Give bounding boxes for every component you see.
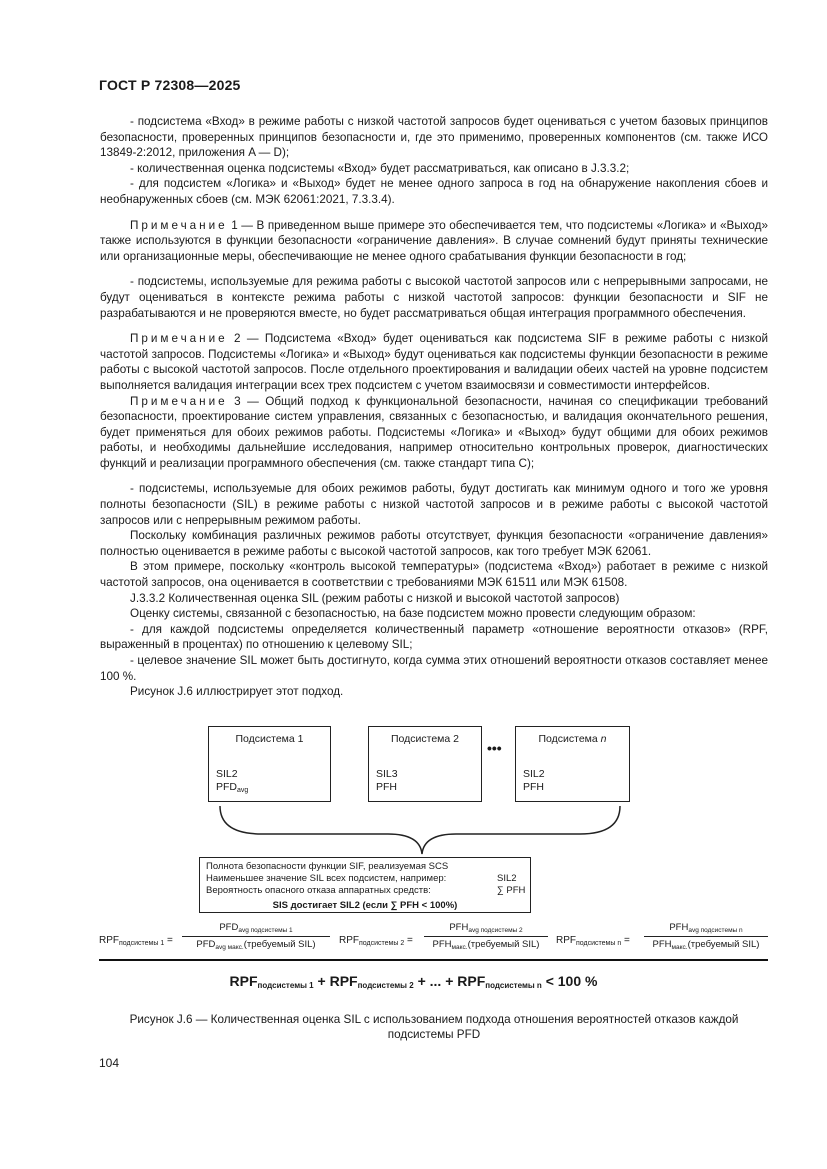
paragraph: - подсистемы, используемые для режима работы с высокой частотой запросов или с непрерывными запросами, не будут оцениваться в контексте режима работы с низкой частотой запросов: функции безопасности и SIF не разрабатываются и не проверяются вместе, но будет рассматриваться общая интеграция программного обеспечения. (100, 275, 768, 320)
rpf-sum-formula: $RPF_{подсистемы 1} + RPF_{подсистемы 2}$ + ... + $RPF_{подсистемы n} < 100$ % (229, 973, 598, 990)
subsystem-1-metric: $PFD_{avg}$ (216, 781, 249, 794)
subsystem-2-metric: PFH (376, 781, 397, 793)
note-text: 2 — Подсистема «Вход» будет оцениваться как подсистема SIF в режиме работы с низкой частотой запросов. Подсистемы «Логика» и «Выход» будут оцениваться как подсистемы функции безопасности в режиме работы с высокой частотой запросов. После отдельного проектирования и валидации обеих частей на уровне подсистем выполняется валидация интеграции всех трех подсистем с учетом взаимосвязи и совместимости интерфейсов. (100, 332, 768, 392)
brace (220, 806, 620, 854)
formula-2-numerator: $PFH_{avg подсистемы 2}$ (424, 922, 548, 937)
paragraph: - подсистемы, используемые для обоих режимов работы, будут достигать как минимум одного и того же уровня полноты безопасности (SIL) в режиме работы с низкой частотой запросов и в режиме работы с высокой частотой запросов или с непрерывным режимом работы. (100, 482, 768, 527)
note-label: Примечание (130, 332, 228, 346)
paragraph: В этом примере, поскольку «контроль высокой температуры» (подсистема «Вход») работает в режиме с низкой частотой запросов, она оценивается в соответствии с требованиями МЭК 61511 или МЭК 61508. (100, 560, 768, 590)
summary-box (199, 857, 531, 913)
formula-3-fraction (644, 922, 768, 951)
note-text: 3 — Общий подход к функциональной безопасности, начиная со спецификации требований безопасности, проектирование систем управления, связанных с безопасностью, и валидация окончательного решения, будет применяться для обоих режимов работы. Подсистемы «Логика» и «Выход» будут общими для обоих режимов работы, и необходимы дальнейшие исследования, например относительно контрольных проверок, диагностических функций и реализации программного обеспечения (см. также стандарт типа C); (100, 394, 768, 470)
page-number: 104 (99, 1056, 120, 1070)
subsystem-1-title: Подсистема 1 (235, 733, 304, 745)
summary-line-3-value: ∑ PFH (497, 885, 526, 896)
document-code: ГОСТ Р 72308—2025 (99, 77, 241, 93)
section-heading: J.3.3.2 Количественная оценка SIL (режим работы с низкой и высокой частотой запросов) (130, 591, 620, 605)
formula-1-numerator: $PFD_{avg подсистемы 1}$ (182, 922, 330, 937)
subsystem-2-title: Подсистема 2 (391, 733, 459, 745)
body-text (100, 114, 768, 700)
note-label: Примечание (130, 394, 228, 408)
formula-1-lhs: $RPF_{подсистемы 1}$ = (99, 935, 173, 947)
paragraph: - подсистема «Вход» в режиме работы с низкой частотой запросов будет оцениваться с учетом базовых принципов безопасности, проверенных принципов безопасности и, где это применимо, проверенных компонентов (см. также ИСО 13849-2:2012, приложения A — D); (100, 115, 768, 160)
paragraph: - для подсистем «Логика» и «Выход» будет не менее одного запроса в год на обнаружение накопления сбоев и необнаруженных сбоев (см. МЭК 62061:2021, 7.3.3.4). (100, 177, 768, 206)
subsystem-2-box (368, 726, 482, 802)
summary-line-1: Полнота безопасности функции SIF, реализуемая SCS (206, 861, 449, 872)
summary-conclusion: SIS достигает SIL2 (если ∑ PFH < 100%) (272, 900, 458, 911)
formula-divider (99, 959, 768, 961)
subsystem-1-box (208, 726, 331, 802)
summary-line-3: Вероятность опасного отказа аппаратных средств: (206, 885, 431, 896)
paragraph: Поскольку комбинация различных режимов работы отсутствует, функция безопасности «ограничение давления» полностью оценивается в режиме работы с высокой частотой запросов, как того требует МЭК 62061. (100, 529, 768, 558)
formula-2-fraction (424, 922, 548, 951)
paragraph: Оценку системы, связанной с безопасностью, на базе подсистем можно провести следующим образом: (130, 607, 696, 621)
note-text: 1 — В приведенном выше примере это обеспечивается тем, что подсистемы «Логика» и «Выход» также используются в функции безопасности «ограничение давления». В случае сомнений будут приняты технические или организационные меры, обеспечивающие не менее одного срабатывания функции безопасности в год; (100, 218, 768, 263)
note-1 (100, 218, 768, 265)
subsystem-n-sil: SIL2 (523, 768, 545, 780)
formula-1-denominator: $PFD_{avg макс.}(требуемый$ SIL) (196, 939, 316, 951)
note-2 (100, 331, 768, 393)
formula-2-denominator: $PFH_{макс.}(требуемый$ SIL) (432, 939, 540, 951)
subsystem-2-sil: SIL3 (376, 768, 398, 780)
paragraph: - для каждой подсистемы определяется количественный параметр «отношение вероятности отказов» (RPF, выраженный в процентах) по отношению к целевому SIL; (100, 622, 768, 652)
paragraph: Рисунок J.6 иллюстрирует этот подход. (130, 685, 344, 699)
formula-2-lhs: $RPF_{подсистемы 2}$ = (339, 935, 413, 947)
formula-3-numerator: $PFH_{avg подсистемы n}$ (644, 922, 768, 937)
subsystem-n-box (515, 726, 630, 802)
subsystem-n-title: Подсистема n (538, 733, 607, 745)
figure-caption: Рисунок J.6 — Количественная оценка SIL с использованием подхода отношения вероятностей отказов каждой подсистемы PFD (129, 1013, 739, 1041)
summary-line-2: Наименьшее значение SIL всех подсистем, например: (206, 873, 447, 884)
formula-1-fraction (182, 922, 330, 951)
note-label: Примечание (130, 218, 228, 232)
subsystem-n-metric: PFH (523, 781, 544, 793)
summary-line-2-value: SIL2 (497, 873, 517, 884)
formula-3-lhs: $RPF_{подсистемы n}$ = (556, 935, 630, 947)
subsystem-1-sil: SIL2 (216, 768, 238, 780)
paragraph: - целевое значение SIL может быть достигнуто, когда сумма этих отношений вероятности отказов составляет менее 100 %. (100, 654, 768, 683)
paragraph: - количественная оценка подсистемы «Вход» будет рассматриваться, как описано в J.3.3.2; (130, 161, 630, 175)
formula-3-denominator: $PFH_{макс.}(требуемый$ SIL) (652, 939, 760, 951)
ellipsis-dots: ••• (487, 740, 502, 756)
note-3 (100, 394, 768, 472)
